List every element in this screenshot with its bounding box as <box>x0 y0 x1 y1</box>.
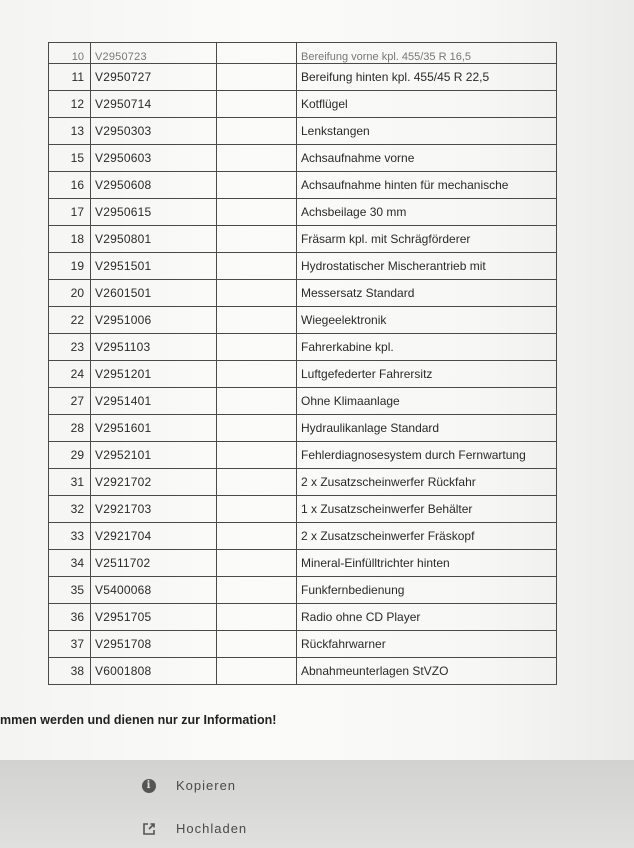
row-code: V2951201 <box>91 361 217 388</box>
row-number: 18 <box>49 226 91 253</box>
row-number: 12 <box>49 91 91 118</box>
row-description: Radio ohne CD Player <box>297 604 557 631</box>
row-description: Fahrerkabine kpl. <box>297 334 557 361</box>
copy-label: Kopieren <box>176 778 237 793</box>
row-number: 37 <box>49 631 91 658</box>
row-empty-cell <box>217 550 297 577</box>
row-description: Achsaufnahme hinten für mechanische <box>297 172 557 199</box>
action-bar <box>0 760 634 848</box>
table-row <box>49 361 557 388</box>
table-row <box>49 496 557 523</box>
table-row <box>49 415 557 442</box>
row-description: Rückfahrwarner <box>297 631 557 658</box>
table-row <box>49 253 557 280</box>
row-number: 20 <box>49 280 91 307</box>
row-number: 31 <box>49 469 91 496</box>
row-description: 2 x Zusatzscheinwerfer Fräskopf <box>297 523 557 550</box>
row-description: Bereifung hinten kpl. 455/45 R 22,5 <box>297 64 557 91</box>
row-description: 1 x Zusatzscheinwerfer Behälter <box>297 496 557 523</box>
upload-label: Hochladen <box>176 821 248 836</box>
row-empty-cell <box>217 145 297 172</box>
parts-table <box>48 42 557 685</box>
row-code: V2950615 <box>91 199 217 226</box>
table-row <box>49 64 557 91</box>
table-row <box>49 334 557 361</box>
row-code: V2951103 <box>91 334 217 361</box>
row-number: 13 <box>49 118 91 145</box>
row-code: V2950801 <box>91 226 217 253</box>
row-number: 29 <box>49 442 91 469</box>
table-row <box>49 550 557 577</box>
row-empty-cell <box>217 253 297 280</box>
table-row-partial <box>49 43 557 64</box>
row-description: Ohne Klimaanlage <box>297 388 557 415</box>
row-empty-cell <box>217 577 297 604</box>
table-row <box>49 307 557 334</box>
row-number: 33 <box>49 523 91 550</box>
row-empty-cell <box>217 442 297 469</box>
row-code: V2601501 <box>91 280 217 307</box>
copy-button[interactable] <box>142 778 236 793</box>
table-row <box>49 145 557 172</box>
row-empty-cell <box>217 307 297 334</box>
footnote: mmen werden und dienen nur zur Information! <box>0 713 277 727</box>
table-row <box>49 118 557 145</box>
upload-button[interactable] <box>142 821 247 836</box>
row-number: 15 <box>49 145 91 172</box>
table-row <box>49 658 557 685</box>
table-row <box>49 172 557 199</box>
row-number: 23 <box>49 334 91 361</box>
row-description: Bereifung vorne kpl. 455/35 R 16,5 <box>297 43 557 64</box>
table-row <box>49 469 557 496</box>
row-description: Funkfernbedienung <box>297 577 557 604</box>
row-code: V2921704 <box>91 523 217 550</box>
row-empty-cell <box>217 415 297 442</box>
row-empty-cell <box>217 64 297 91</box>
row-description: Achsbeilage 30 mm <box>297 199 557 226</box>
row-empty-cell <box>217 631 297 658</box>
row-number: 24 <box>49 361 91 388</box>
row-empty-cell <box>217 523 297 550</box>
table-row <box>49 577 557 604</box>
row-number: 32 <box>49 496 91 523</box>
row-empty-cell <box>217 469 297 496</box>
row-empty-cell <box>217 496 297 523</box>
row-code: V2951708 <box>91 631 217 658</box>
table-row <box>49 604 557 631</box>
row-description: Achsaufnahme vorne <box>297 145 557 172</box>
row-description: Hydraulikanlage Standard <box>297 415 557 442</box>
row-code: V6001808 <box>91 658 217 685</box>
row-code: V2952101 <box>91 442 217 469</box>
row-empty-cell <box>217 604 297 631</box>
row-description: Messersatz Standard <box>297 280 557 307</box>
table-row <box>49 280 557 307</box>
row-code: V2950727 <box>91 64 217 91</box>
row-number: 10 <box>49 43 91 64</box>
row-description: 2 x Zusatzscheinwerfer Rückfahr <box>297 469 557 496</box>
row-number: 28 <box>49 415 91 442</box>
row-number: 27 <box>49 388 91 415</box>
row-empty-cell <box>217 226 297 253</box>
row-empty-cell <box>217 172 297 199</box>
row-description: Luftgefederter Fahrersitz <box>297 361 557 388</box>
row-number: 38 <box>49 658 91 685</box>
row-code: V2511702 <box>91 550 217 577</box>
row-number: 11 <box>49 64 91 91</box>
row-code: V2951601 <box>91 415 217 442</box>
row-number: 36 <box>49 604 91 631</box>
table-row <box>49 631 557 658</box>
row-code: V2951705 <box>91 604 217 631</box>
table-row <box>49 226 557 253</box>
row-code: V2951006 <box>91 307 217 334</box>
row-number: 22 <box>49 307 91 334</box>
table-row <box>49 442 557 469</box>
table-row <box>49 91 557 118</box>
row-code: V5400068 <box>91 577 217 604</box>
row-description: Fehlerdiagnosesystem durch Fernwartung <box>297 442 557 469</box>
row-code: V2950303 <box>91 118 217 145</box>
row-description: Fräsarm kpl. mit Schrägförderer <box>297 226 557 253</box>
share-upload-icon <box>142 822 156 836</box>
row-description: Hydrostatischer Mischerantrieb mit <box>297 253 557 280</box>
row-number: 16 <box>49 172 91 199</box>
row-empty-cell <box>217 91 297 118</box>
row-description: Wiegeelektronik <box>297 307 557 334</box>
row-code: V2950603 <box>91 145 217 172</box>
row-code: V2951501 <box>91 253 217 280</box>
row-description: Kotflügel <box>297 91 557 118</box>
row-empty-cell <box>217 334 297 361</box>
table-row <box>49 523 557 550</box>
row-number: 17 <box>49 199 91 226</box>
row-number: 19 <box>49 253 91 280</box>
row-empty-cell <box>217 280 297 307</box>
row-code: V2950714 <box>91 91 217 118</box>
row-empty-cell <box>217 388 297 415</box>
row-empty-cell <box>217 361 297 388</box>
row-code: V2950723 <box>91 43 217 64</box>
row-code: V2950608 <box>91 172 217 199</box>
row-number: 35 <box>49 577 91 604</box>
row-empty-cell <box>217 118 297 145</box>
row-number: 34 <box>49 550 91 577</box>
row-empty-cell <box>217 658 297 685</box>
row-empty-cell <box>217 199 297 226</box>
row-description: Mineral-Einfülltrichter hinten <box>297 550 557 577</box>
row-code: V2921703 <box>91 496 217 523</box>
row-code: V2951401 <box>91 388 217 415</box>
table-row <box>49 199 557 226</box>
row-code: V2921702 <box>91 469 217 496</box>
table-row <box>49 388 557 415</box>
row-empty-cell <box>217 43 297 64</box>
info-icon: i <box>142 779 156 793</box>
row-description: Abnahmeunterlagen StVZO <box>297 658 557 685</box>
row-description: Lenkstangen <box>297 118 557 145</box>
